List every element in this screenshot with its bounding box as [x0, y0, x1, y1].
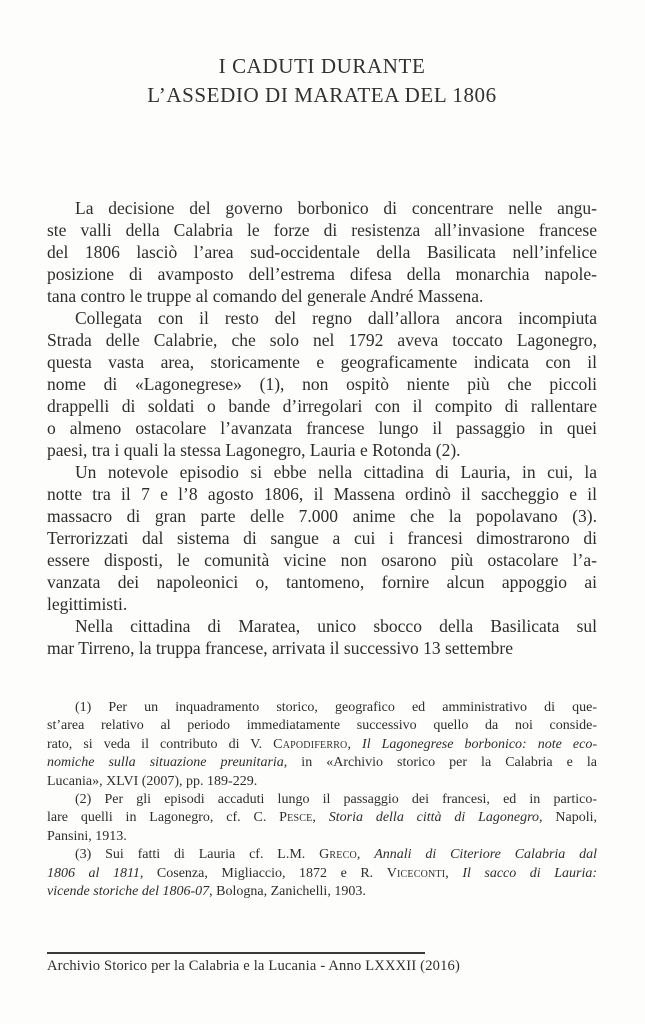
footnote-line: Lucania», XLVI (2007), pp. 189-229. — [47, 773, 258, 789]
footnote-line: lare quelli in Lagonegro, cf. C. Pesce, Storia della città di Lagonegro, Napoli, — [47, 810, 597, 826]
body-line: questa vasta area, storicamente e geograficamente indicata con il — [47, 352, 597, 372]
body-line: Collegata con il resto del regno dall’allora ancora incompiuta — [75, 308, 597, 328]
body-line: massacro di gran parte delle 7.000 anime che la popolavano (3). — [47, 506, 597, 526]
body-line: vanzata dei napoleonici o, tantomeno, fornire alcun appoggio ai — [47, 572, 597, 592]
article-title — [47, 52, 597, 110]
footnote-line: rato, si veda il contributo di V. Capodiferro, Il Lagonegrese borbonico: note eco- — [47, 736, 598, 752]
body-line: ste valli della Calabria le forze di resistenza all’invasione francese — [47, 220, 597, 240]
body-line: La decisione del governo borbonico di concentrare nelle angu- — [75, 198, 597, 218]
body-line: essere disposti, le comunità vicine non osarono più ostacolare l’a- — [47, 550, 597, 570]
body-paragraph — [47, 615, 597, 659]
body-line: posizione di avamposto dell’estrema difesa della monarchia napole- — [47, 264, 597, 284]
footnote-line: (3) Sui fatti di Lauria cf. L.M. Greco, Annali di Citeriore Calabria dal — [75, 847, 597, 863]
footnote-line: (2) Per gli episodi accaduti lungo il passaggio dei francesi, ed in partico- — [75, 792, 597, 808]
body-line: drappelli di soldati o bande d’irregolari con il compito di rallentare — [47, 396, 597, 416]
body-paragraph — [47, 461, 597, 615]
footnotes — [47, 699, 597, 901]
footnote-line: vicende storiche del 1806-07, Bologna, Zanichelli, 1903. — [47, 884, 366, 900]
footer-divider — [47, 952, 425, 954]
document-page — [47, 0, 597, 1024]
body-line: paesi, tra i quali la stessa Lagonegro, Lauria e Rotonda (2). — [47, 440, 461, 460]
body-line: o almeno ostacolare l’avanzata francese lungo il passaggio in quei — [47, 418, 597, 438]
journal-footer-text: Archivio Storico per la Calabria e la Lucania - Anno LXXXII (2016) — [47, 958, 461, 974]
body-line: nome di «Lagonegrese» (1), non ospitò niente più che piccoli — [47, 374, 597, 394]
footnote-line: 1806 al 1811, Cosenza, Migliaccio, 1872 e R. Viceconti, Il sacco di Lauria: — [47, 865, 597, 881]
body-line: tana contro le truppe al comando del generale André Massena. — [47, 286, 484, 306]
body-line: notte tra il 7 e l’8 agosto 1806, il Massena ordinò il saccheggio e il — [47, 484, 597, 504]
body-line: mar Tirreno, la truppa francese, arrivata il successivo 13 settembre — [47, 638, 514, 658]
footnote-line: Pansini, 1913. — [47, 828, 127, 844]
body-line: Strada delle Calabrie, che solo nel 1792 aveva toccato Lagonegro, — [47, 330, 597, 350]
body-line: Nella cittadina di Maratea, unico sbocco della Basilicata sul — [75, 616, 597, 636]
body-text — [47, 197, 597, 659]
footnote — [47, 846, 597, 901]
article-title-line-1: I CADUTI DURANTE — [218, 54, 426, 78]
body-line: legittimisti. — [47, 594, 128, 614]
page-footer — [47, 952, 597, 975]
footnote-line: (1) Per un inquadramento storico, geografico ed amministrativo di que- — [75, 700, 597, 715]
body-line: del 1806 lasciò l’area sud-occidentale della Basilicata nell’infelice — [47, 242, 597, 262]
body-line: Terrorizzati dal sistema di sangue a cui i francesi dimostrarono di — [47, 528, 597, 548]
body-line: Un notevole episodio si ebbe nella cittadina di Lauria, in cui, la — [75, 462, 597, 482]
footnote — [47, 699, 597, 791]
footnote-line: nomiche sulla situazione preunitaria, in «Archivio storico per la Calabria e la — [47, 755, 597, 771]
body-paragraph — [47, 197, 597, 307]
footnote — [47, 791, 597, 846]
footnote-line: st’area relativo al periodo immediatamente successivo quello da noi conside- — [47, 718, 597, 734]
article-title-line-2: L’ASSEDIO DI MARATEA DEL 1806 — [147, 83, 497, 107]
body-paragraph — [47, 307, 597, 461]
